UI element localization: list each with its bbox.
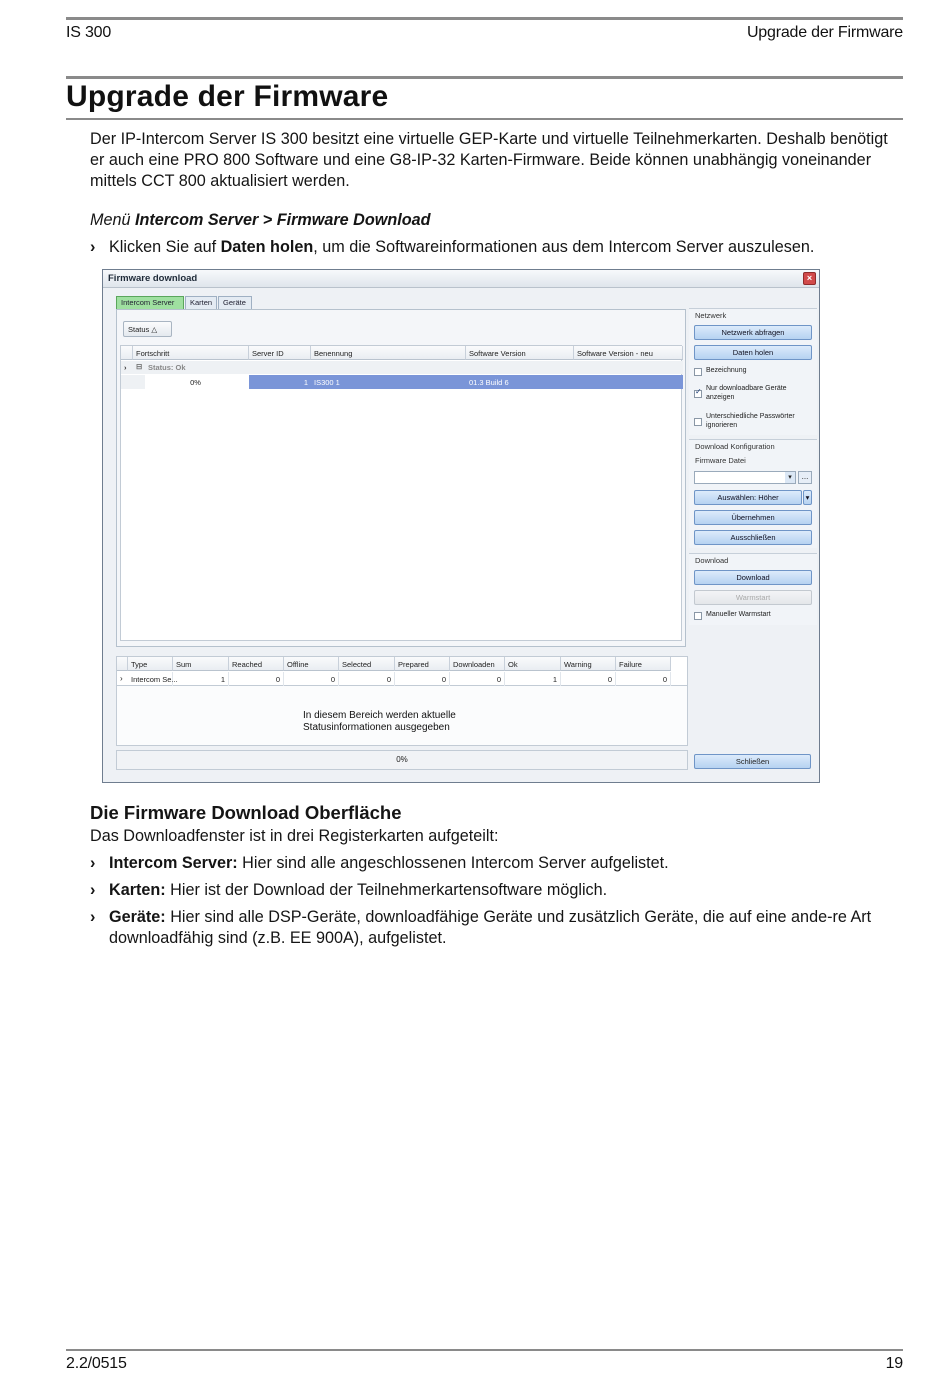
bullet-label: Karten: <box>109 881 166 899</box>
grid-header-fortschritt[interactable]: Fortschritt <box>133 346 249 360</box>
firmware-file-select[interactable] <box>694 471 796 484</box>
select-higher-button[interactable]: Auswählen: Höher <box>694 490 802 505</box>
download-title: Download <box>695 556 729 565</box>
network-query-button[interactable]: Netzwerk abfragen <box>694 325 812 340</box>
header-right: Upgrade der Firmware <box>746 24 903 41</box>
summary-cell-selected: 0 <box>339 672 395 686</box>
bullet-text: Hier sind alle angeschlossenen Intercom Server aufgelistet. <box>242 854 669 872</box>
warmstart-button[interactable]: Warmstart <box>694 590 812 605</box>
summary-cell-failure: 0 <box>616 672 671 686</box>
chevron-right-icon: › <box>120 674 123 683</box>
chevron-down-icon: ▾ <box>805 493 810 502</box>
options-pane <box>689 308 817 746</box>
status-message: In diesem Bereich werden aktuelle Statusinformationen ausgegeben <box>303 710 456 733</box>
row-indent <box>121 375 145 389</box>
tab-geraete[interactable]: Geräte <box>218 296 252 309</box>
menu-prefix: Menü <box>90 211 131 229</box>
row-version: 01.3 Build 6 <box>466 375 574 389</box>
menu-path-value: Intercom Server > Firmware Download <box>135 211 431 229</box>
select-dropdown-button[interactable] <box>803 490 812 505</box>
apply-button[interactable]: Übernehmen <box>694 510 812 525</box>
instruction-bold: Daten holen <box>220 238 314 256</box>
passwords-checkbox-label: Unterschiedliche Passwörter ignorieren <box>706 413 795 429</box>
bullet-text: Hier sind alle DSP-Geräte, downloadfähige Geräte und zusätzlich Geräte, die auf eine ande-re Art downloadfähig sind (z.B. EE 900A), aufgelistet. <box>109 908 872 947</box>
row-progress: 0% <box>145 375 249 389</box>
close-icon[interactable]: × <box>803 272 816 285</box>
group-label: Status: Ok <box>148 363 186 372</box>
summary-cell-warning: 0 <box>561 672 616 686</box>
summary-header-prepared[interactable]: Prepared <box>395 657 450 671</box>
fetch-data-button[interactable]: Daten holen <box>694 345 812 360</box>
download-group <box>689 553 817 625</box>
page-number: 19 <box>885 1355 903 1372</box>
firmware-file-label: Firmware Datei <box>695 456 746 465</box>
summary-header-ok[interactable]: Ok <box>505 657 561 671</box>
title-bottom-rule <box>66 118 903 120</box>
exclude-button[interactable]: Ausschließen <box>694 530 812 545</box>
browse-button[interactable]: ... <box>798 471 812 484</box>
grid-header-server-id[interactable]: Server ID <box>249 346 311 360</box>
summary-cell-downloaden: 0 <box>450 672 505 686</box>
tab-intercom-server[interactable]: Intercom Server <box>116 296 184 309</box>
title-top-rule <box>66 76 903 79</box>
section-title: Die Firmware Download Oberfläche <box>90 802 402 823</box>
header-top-rule <box>66 17 903 20</box>
row-new-version <box>574 375 683 389</box>
summary-cell-ok: 1 <box>505 672 561 686</box>
instruction-pre: Klicken Sie auf <box>109 238 217 256</box>
grid-header-expander <box>121 346 133 360</box>
intro-paragraph: Der IP-Intercom Server IS 300 besitzt eine virtuelle GEP-Karte und virtuelle Teilnehmerkarten. Deshalb benötigt er auch eine PRO 800 Software und eine G8-IP-32 Karten-Firmware. Beide können unabhängig voneinander mittels CCT 800 aktualisiert werden. <box>90 130 888 190</box>
menu-path <box>90 210 905 231</box>
summary-header-offline[interactable]: Offline <box>284 657 339 671</box>
summary-cell-type: Intercom Se... <box>128 672 173 686</box>
summary-header-failure[interactable]: Failure <box>616 657 671 671</box>
chevron-right-icon: › <box>90 881 96 899</box>
progress-bar: 0% <box>116 750 688 770</box>
summary-header-type[interactable]: Type <box>128 657 173 671</box>
chevron-right-icon: › <box>90 908 96 926</box>
summary-cell-sum: 1 <box>173 672 229 686</box>
download-button[interactable]: Download <box>694 570 812 585</box>
chevron-right-icon: › <box>90 238 96 256</box>
summary-header-expander <box>117 657 128 671</box>
grid-header-benennung[interactable]: Benennung <box>311 346 466 360</box>
grid-header-software-version-neu[interactable]: Software Version - neu <box>574 346 683 360</box>
netzwerk-title: Netzwerk <box>695 311 727 320</box>
summary-cell-prepared: 0 <box>395 672 450 686</box>
status-sort-button[interactable]: Status △ <box>123 321 172 337</box>
netzwerk-group <box>689 308 817 435</box>
chevron-right-icon: › <box>90 854 96 872</box>
chevron-right-icon: › <box>124 363 127 372</box>
summary-cell-reached: 0 <box>229 672 284 686</box>
name-checkbox-label: Bezeichnung <box>706 367 747 374</box>
footer-rule <box>66 1349 903 1351</box>
window-titlebar <box>103 270 819 288</box>
checkbox-box[interactable] <box>694 390 702 398</box>
manual-warmstart-label: Manueller Warmstart <box>706 611 771 618</box>
summary-header-sum[interactable]: Sum <box>173 657 229 671</box>
summary-header-warning[interactable]: Warning <box>561 657 616 671</box>
row-server-id: 1 <box>249 375 311 389</box>
header-left: IS 300 <box>66 24 112 41</box>
checkbox-box[interactable] <box>694 368 702 376</box>
downloadable-checkbox-label: Nur downloadbare Geräte anzeigen <box>706 385 787 401</box>
server-list-pane <box>116 309 686 647</box>
table-row[interactable] <box>121 375 683 389</box>
checkbox-box[interactable] <box>694 418 702 426</box>
group-row[interactable] <box>121 361 683 374</box>
config-group <box>689 439 817 548</box>
bullet-text: Hier ist der Download der Teilnehmerkartensoftware möglich. <box>170 881 608 899</box>
instruction-post: , um die Softwareinformationen aus dem Intercom Server auszulesen. <box>313 238 815 256</box>
firmware-download-window <box>102 269 820 783</box>
close-button[interactable]: Schließen <box>694 754 811 769</box>
summary-grid <box>116 656 688 686</box>
summary-cell-offline: 0 <box>284 672 339 686</box>
summary-header-selected[interactable]: Selected <box>339 657 395 671</box>
row-name: IS300 1 <box>311 375 466 389</box>
config-title: Download Konfiguration <box>695 442 775 451</box>
footer-left: 2.2/0515 <box>66 1355 127 1372</box>
section-intro: Das Downloadfenster ist in drei Registerkarten aufgeteilt: <box>90 827 499 845</box>
summary-header-reached[interactable]: Reached <box>229 657 284 671</box>
bullet-label: Intercom Server: <box>109 854 238 872</box>
collapse-icon[interactable]: ⊟ <box>136 362 143 371</box>
page-title: Upgrade der Firmware <box>66 80 389 113</box>
grid-header-software-version[interactable]: Software Version <box>466 346 574 360</box>
server-grid <box>120 345 682 641</box>
checkbox-box[interactable] <box>694 612 702 620</box>
tab-karten[interactable]: Karten <box>185 296 217 309</box>
summary-header-downloaden[interactable]: Downloaden <box>450 657 505 671</box>
window-title: Firmware download <box>108 273 198 284</box>
status-message-area <box>116 686 688 746</box>
chevron-down-icon[interactable]: ▾ <box>785 472 795 483</box>
bullet-label: Geräte: <box>109 908 166 926</box>
